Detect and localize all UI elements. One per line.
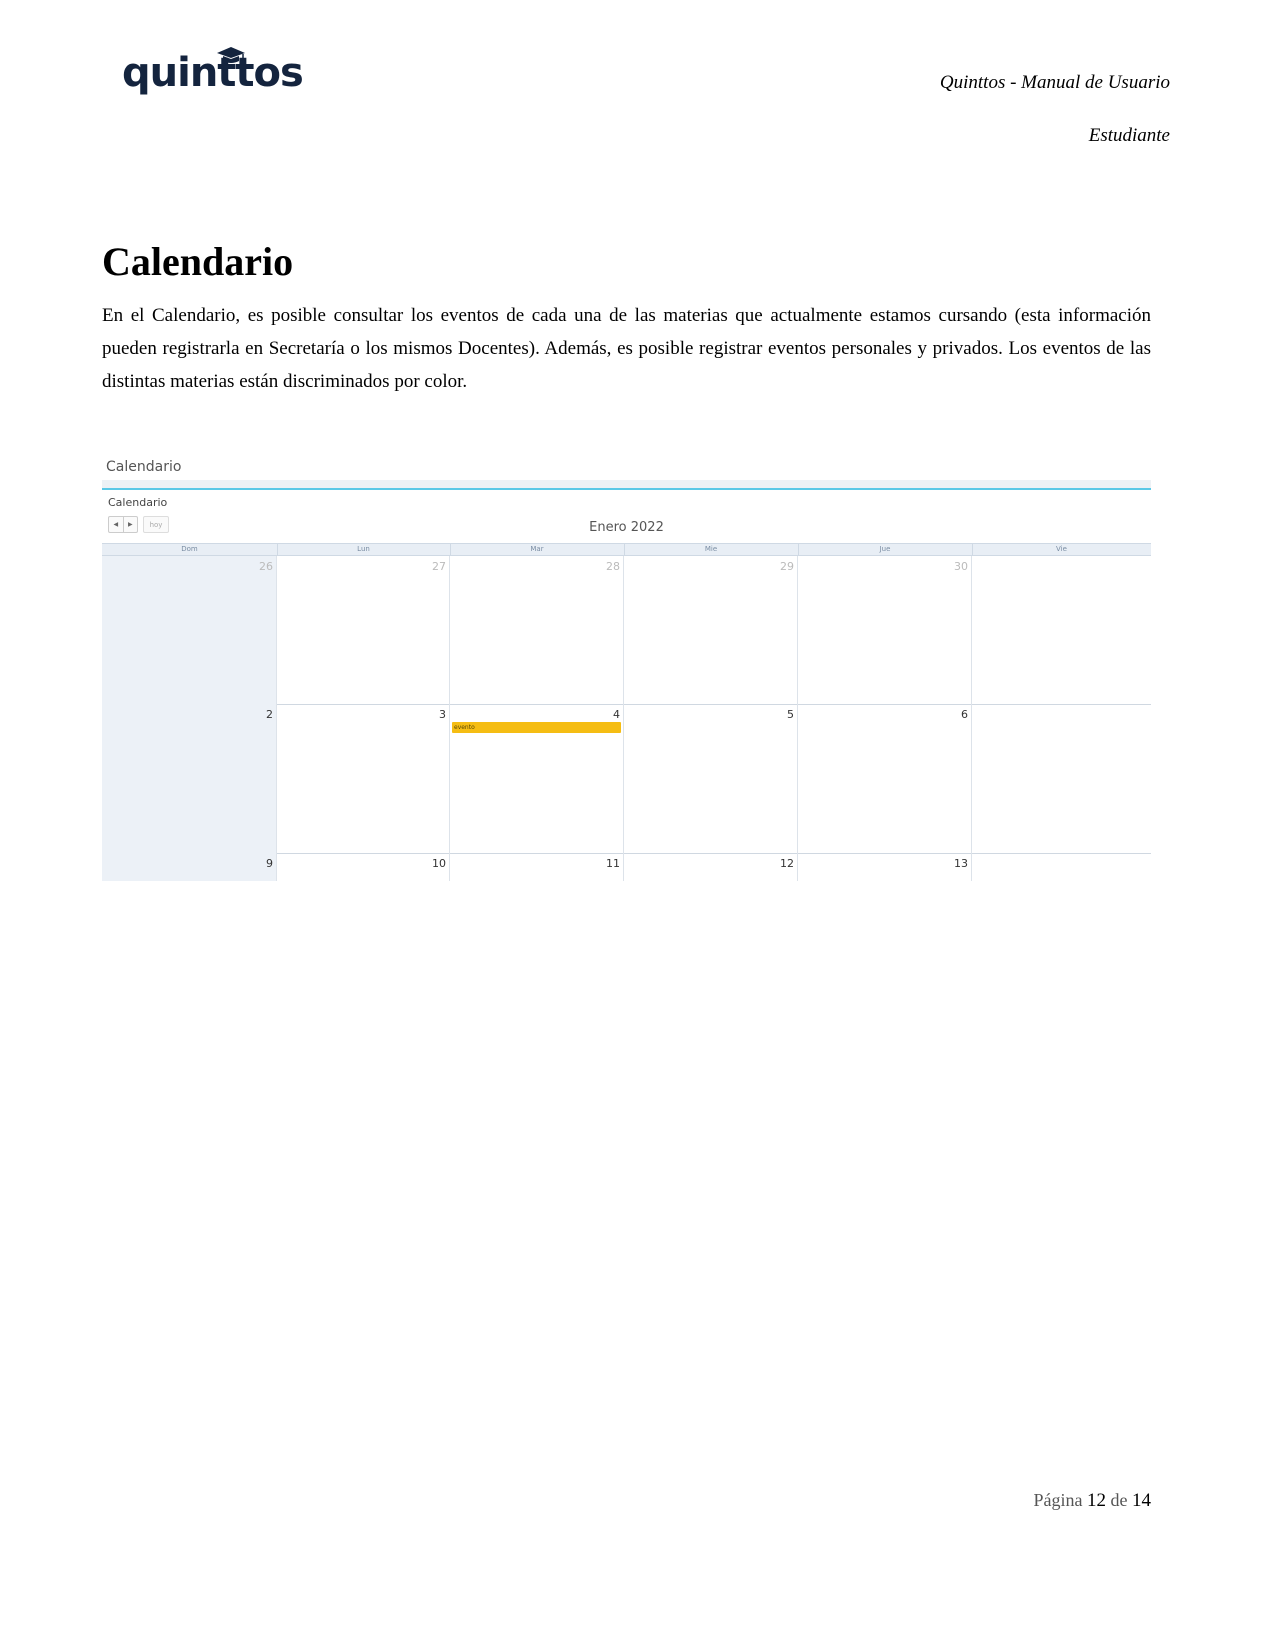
today-button[interactable]: hoy — [143, 516, 169, 533]
page-footer — [1034, 1490, 1152, 1512]
calendar-event[interactable]: evento — [452, 722, 621, 733]
weekday-divider — [624, 544, 625, 555]
day-cell[interactable] — [972, 704, 1151, 853]
chevron-left-icon: ◀ — [113, 521, 119, 528]
day-number: 6 — [961, 708, 968, 721]
day-number: 29 — [780, 560, 794, 573]
weekday-label: Mie — [704, 545, 718, 553]
day-number: 4 — [613, 708, 620, 721]
day-cell[interactable] — [277, 704, 450, 853]
day-cell[interactable] — [102, 853, 277, 881]
document-title: Quinttos - Manual de Usuario — [939, 72, 1170, 93]
quinttos-logo — [122, 46, 303, 106]
day-number: 3 — [439, 708, 446, 721]
day-number: 10 — [432, 857, 446, 870]
weekday-divider — [277, 544, 278, 555]
panel-header-band — [102, 480, 1151, 488]
day-number: 11 — [606, 857, 620, 870]
day-cell[interactable] — [798, 556, 972, 704]
chevron-right-icon: ▶ — [127, 521, 133, 528]
day-number: 28 — [606, 560, 620, 573]
day-cell[interactable] — [277, 556, 450, 704]
day-cell[interactable] — [277, 853, 450, 881]
day-cell[interactable] — [972, 853, 1151, 881]
weekday-label: Lun — [357, 545, 370, 553]
day-cell[interactable] — [798, 853, 972, 881]
weekday-label: Dom — [181, 545, 198, 553]
day-cell[interactable] — [450, 704, 624, 853]
calendar-panel-title: Calendario — [106, 459, 182, 475]
day-cell[interactable] — [798, 704, 972, 853]
page-total: 14 — [1132, 1490, 1151, 1511]
page-word: Página — [1033, 1490, 1083, 1510]
panel-accent-line — [102, 488, 1151, 490]
weekday-divider — [798, 544, 799, 555]
weekday-header-row — [102, 543, 1151, 556]
weekday-label: Vie — [1056, 545, 1067, 553]
page-number: 12 — [1087, 1490, 1106, 1511]
day-number: 2 — [266, 708, 273, 721]
calendar-screenshot — [102, 450, 1151, 900]
day-cell[interactable] — [102, 704, 277, 853]
body-paragraph: En el Calendario, es posible consultar los eventos de cada una de las materias que actualmente estamos cursando (esta información pueden registrarla en Secretaría o los mismos Docentes). Además, es posible registrar eventos personales y privados. Los eventos de las distintas materias están discriminados por color. — [102, 305, 1151, 392]
day-number: 12 — [780, 857, 794, 870]
day-cell[interactable] — [624, 704, 798, 853]
day-number: 9 — [266, 857, 273, 870]
day-cell[interactable] — [972, 556, 1151, 704]
weekday-label: Mar — [530, 545, 544, 553]
of-word: de — [1110, 1490, 1128, 1510]
calendar-subtitle: Calendario — [108, 496, 168, 509]
day-cell[interactable] — [624, 556, 798, 704]
weekday-divider — [450, 544, 451, 555]
day-cell[interactable] — [624, 853, 798, 881]
document-subtitle: Estudiante — [1088, 125, 1170, 146]
day-cell[interactable] — [450, 853, 624, 881]
day-cell[interactable] — [450, 556, 624, 704]
weekday-divider — [972, 544, 973, 555]
day-number: 13 — [954, 857, 968, 870]
day-number: 27 — [432, 560, 446, 573]
day-number: 30 — [954, 560, 968, 573]
day-number: 5 — [787, 708, 794, 721]
day-cell[interactable] — [102, 556, 277, 704]
weekday-label: Jue — [879, 545, 891, 553]
day-number: 26 — [259, 560, 273, 573]
logo-wordmark: quinttos — [122, 50, 303, 96]
section-heading: Calendario — [102, 239, 294, 284]
month-title: Enero 2022 — [589, 520, 664, 535]
